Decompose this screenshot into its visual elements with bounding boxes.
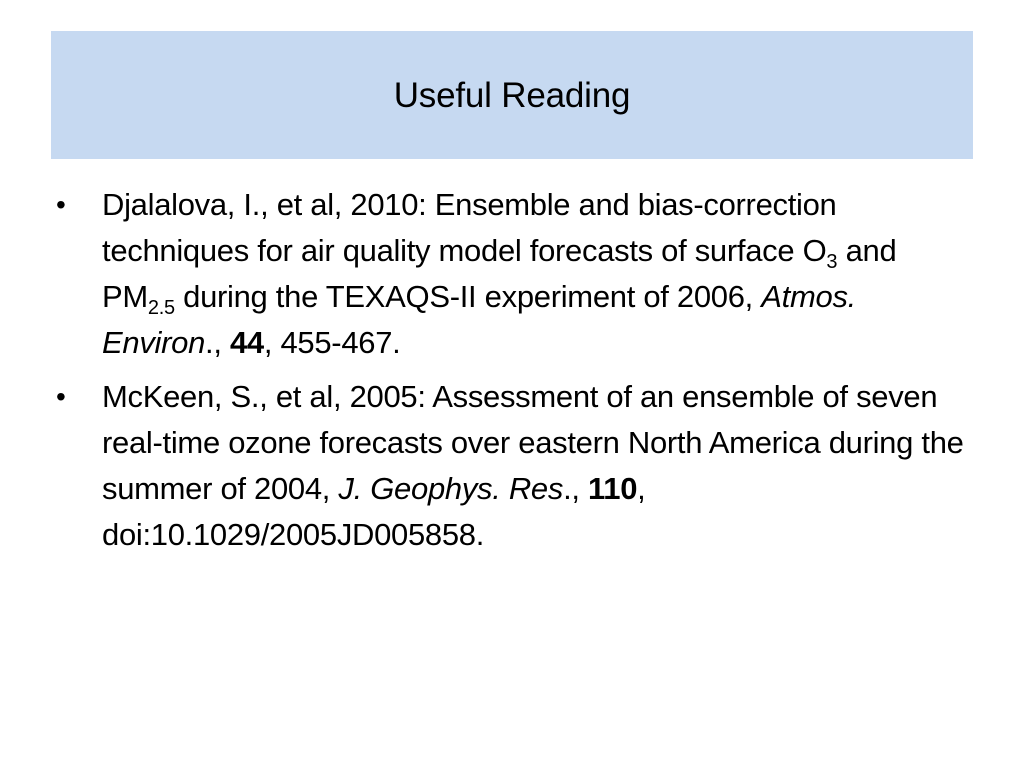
title-bar [51,31,973,159]
subscript-pm: 2.5 [147,297,175,319]
reference-text: Djalalova, I., et al, 2010: Ensemble and bias-correction techniques for air quality model forecasts of surface O [102,187,837,268]
reference-text: , 455-467. [263,325,401,360]
volume-number: 44 [229,325,264,360]
reference-list [56,182,976,566]
volume-number: 110 [588,471,638,506]
reference-text: ., [205,325,230,360]
slide-title: Useful Reading [393,75,631,115]
journal-name: Atmos. Environ [102,279,856,360]
bullet-icon: • [56,381,66,412]
bullet-icon: • [56,189,66,220]
reference-text: , doi:10.1029/2005JD005858. [102,471,646,552]
subscript-ozone: 3 [826,251,838,273]
reference-text: during the TEXAQS-II experiment of 2006, [174,279,762,314]
reference-text: ., [563,471,589,506]
reference-item-mckeen [56,374,976,558]
reference-text: and PM [102,233,897,314]
journal-name: J. Geophys. Res [338,471,564,506]
reference-text: McKeen, S., et al, 2005: Assessment of an ensemble of seven real-time ozone forecasts over eastern North America during the summer of 2004, [102,379,964,506]
reference-item-djalalova [56,182,976,366]
